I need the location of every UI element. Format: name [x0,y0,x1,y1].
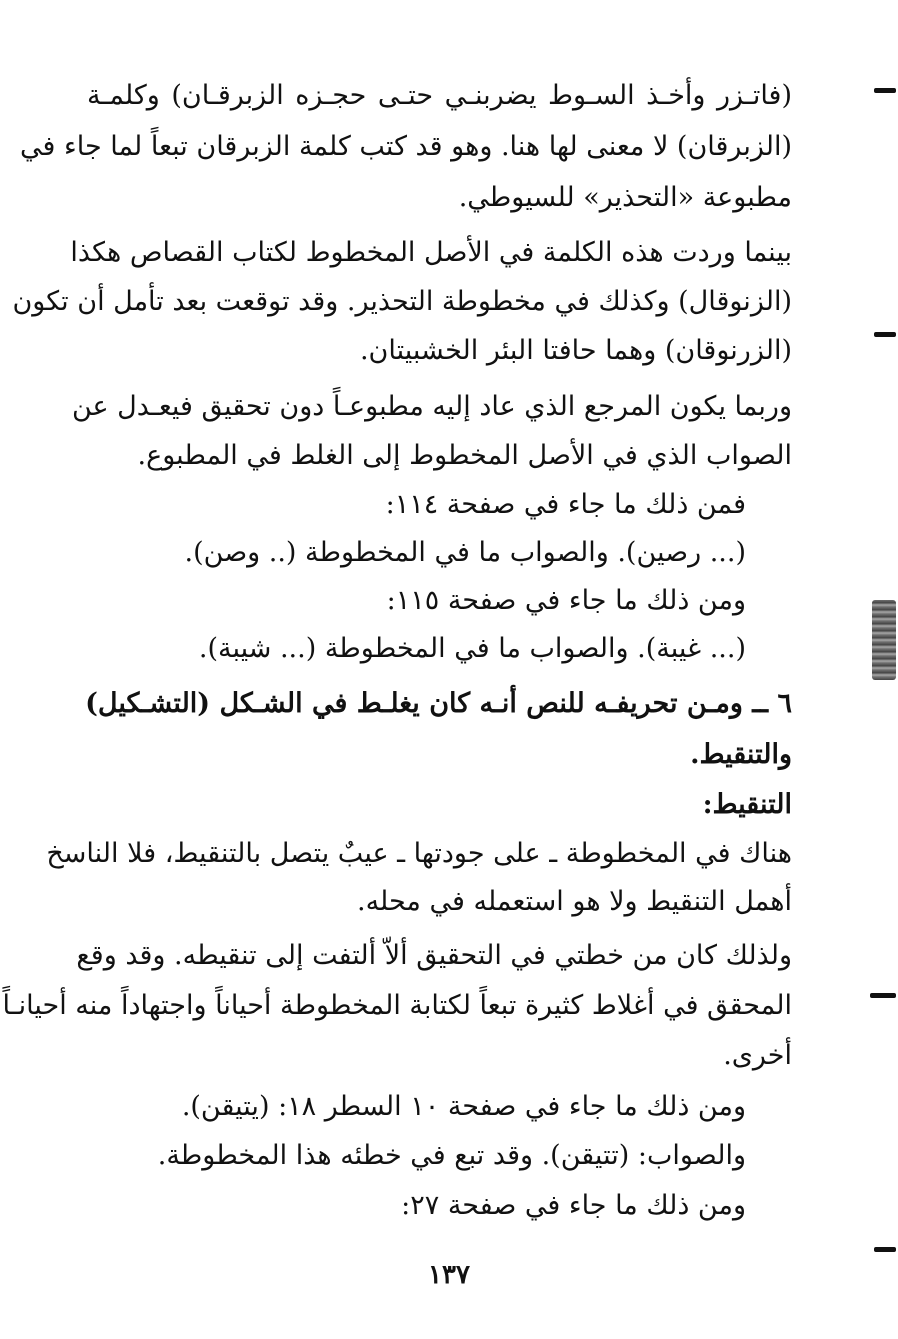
text-line-5: (الزنوقال) وكذلك في مخطوطة التحذير. وقد توقعت بعد تأمل أن تكون [12,286,792,317]
page-number: ١٣٧ [428,1260,470,1290]
margin-mark [870,993,896,998]
text-line-12: (... غيبة). والصواب ما في المخطوطة (... شيبة). [198,633,746,664]
text-line-3: مطبوعة «التحذير» للسيوطي. [458,182,792,213]
text-line-4: بينما وردت هذه الكلمة في الأصل المخطوط لكتاب القصاص هكذا [70,237,792,268]
text-line-18: ولذلك كان من خطتي في التحقيق ألاّ ألتفت إلى تنقيطه. وقد وقع [76,940,792,971]
text-line-8: الصواب الذي في الأصل المخطوط إلى الغلط في المطبوع. [137,440,792,471]
text-line-6: (الزرنوقان) وهما حافتا البئر الخشبيتان. [359,335,792,366]
text-line-2: (الزبرقان) لا معنى لها هنا. وهو قد كتب كلمة الزبرقان تبعاً لما جاء في [20,131,792,162]
subheading-tanqit: التنقيط: [702,789,792,820]
text-line-17: أهمل التنقيط ولا هو استعمله في محله. [357,886,792,917]
margin-mark [874,88,896,93]
text-line-16: هناك في المخطوطة ـ على جودتها ـ عيبٌ يتصل بالتنقيط، فلا الناسخ [46,838,792,869]
text-line-23: ومن ذلك ما جاء في صفحة ٢٧: [401,1190,746,1221]
text-line-20: أخرى. [723,1040,792,1071]
section-heading-line-1: ٦ ــ ومـن تحريفـه للنص أنـه كان يغلـط في الشـكل (التشـكيل) [85,688,792,719]
text-line-1: (فاتـزر وأخـذ السـوط يضربنـي حتـى حجـزه الزبرقـان) وكلمـة [87,80,792,111]
text-line-7: وربما يكون المرجع الذي عاد إليه مطبوعـاً دون تحقيق فيعـدل عن [71,391,792,422]
text-line-9: فمن ذلك ما جاء في صفحة ١١٤: [385,489,746,520]
text-line-10: (... رصين). والصواب ما في المخطوطة (.. وصن). [184,537,746,568]
margin-mark [874,1247,896,1252]
text-line-19: المحقق في أغلاط كثيرة تبعاً لكتابة المخطوطة أحياناً واجتهاداً منه أحيانـاً [2,990,792,1021]
section-heading-line-2: والتنقيط. [690,739,792,770]
text-line-11: ومن ذلك ما جاء في صفحة ١١٥: [386,585,746,616]
text-line-21: ومن ذلك ما جاء في صفحة ١٠ السطر ١٨: (يتيقن). [181,1091,746,1122]
text-line-22: والصواب: (تتيقن). وقد تبع في خطئه هذا المخطوطة. [157,1140,746,1171]
scan-smudge [872,600,896,680]
margin-mark [874,332,896,337]
